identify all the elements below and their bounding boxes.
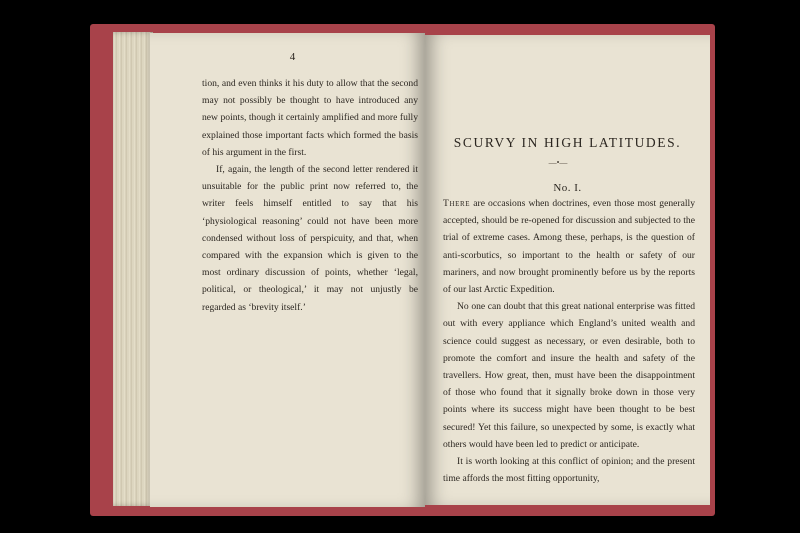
left-paragraph-2: If, again, the length of the second letter rendered it unsuitable for the public print now referred to, the writer feels himself entitled to say that his ‘physiological reasoning’ could not have been more condensed without loss of perspicuity, and that, when compared with the expansion which is given to the most ordinary discussion of points, whether ‘legal, political, or theological,’ it may not unjustly be regarded as ‘brevity itself.’: [202, 164, 418, 313]
left-paragraph-1: tion, and even thinks it his duty to allow that the second may not possibly be thought to have introduced any new points, though it certainly amplified and more fully explained those important facts which formed the basis of his argument in the first.: [202, 78, 418, 158]
ornament-divider: —•—: [548, 158, 568, 167]
drop-word: There: [443, 198, 471, 209]
left-page-body: [202, 75, 418, 316]
left-page: [150, 33, 425, 507]
page-number: 4: [289, 51, 296, 63]
right-paragraph-1: [443, 195, 695, 298]
right-page-body: [443, 195, 695, 487]
page-edges: [113, 32, 153, 506]
chapter-title: SCURVY IN HIGH LATITUDES.: [453, 135, 682, 150]
right-paragraph-2: No one can doubt that this great national enterprise was fitted out with every appliance which England’s united wealth and science could suggest as necessary, or even desirable, both to promote the comfort and insure the health and safety of the travellers. How great, then, must have been the disappointment of those who found that it signally broke down in those very points where its success might have been thought to be best secured! Yet this failure, so unexpected by some, is exactly what others would have been led to predict or anticipate.: [443, 301, 695, 450]
section-heading: No. I.: [553, 182, 582, 194]
right-page: [425, 35, 710, 505]
right-paragraph-3: It is worth looking at this conflict of opinion; and the present time affords the most fitting opportunity,: [443, 456, 695, 485]
right-paragraph-1-text: are occasions when doctrines, even those most generally accepted, should be re-opened for discussion and subjected to the trial of extreme cases. Among these, perhaps, is the question of anti-scorbutics, so important to the health or safety of our mariners, and now brought prominently before us by the reports of our last Arctic Expedition.: [443, 198, 695, 296]
